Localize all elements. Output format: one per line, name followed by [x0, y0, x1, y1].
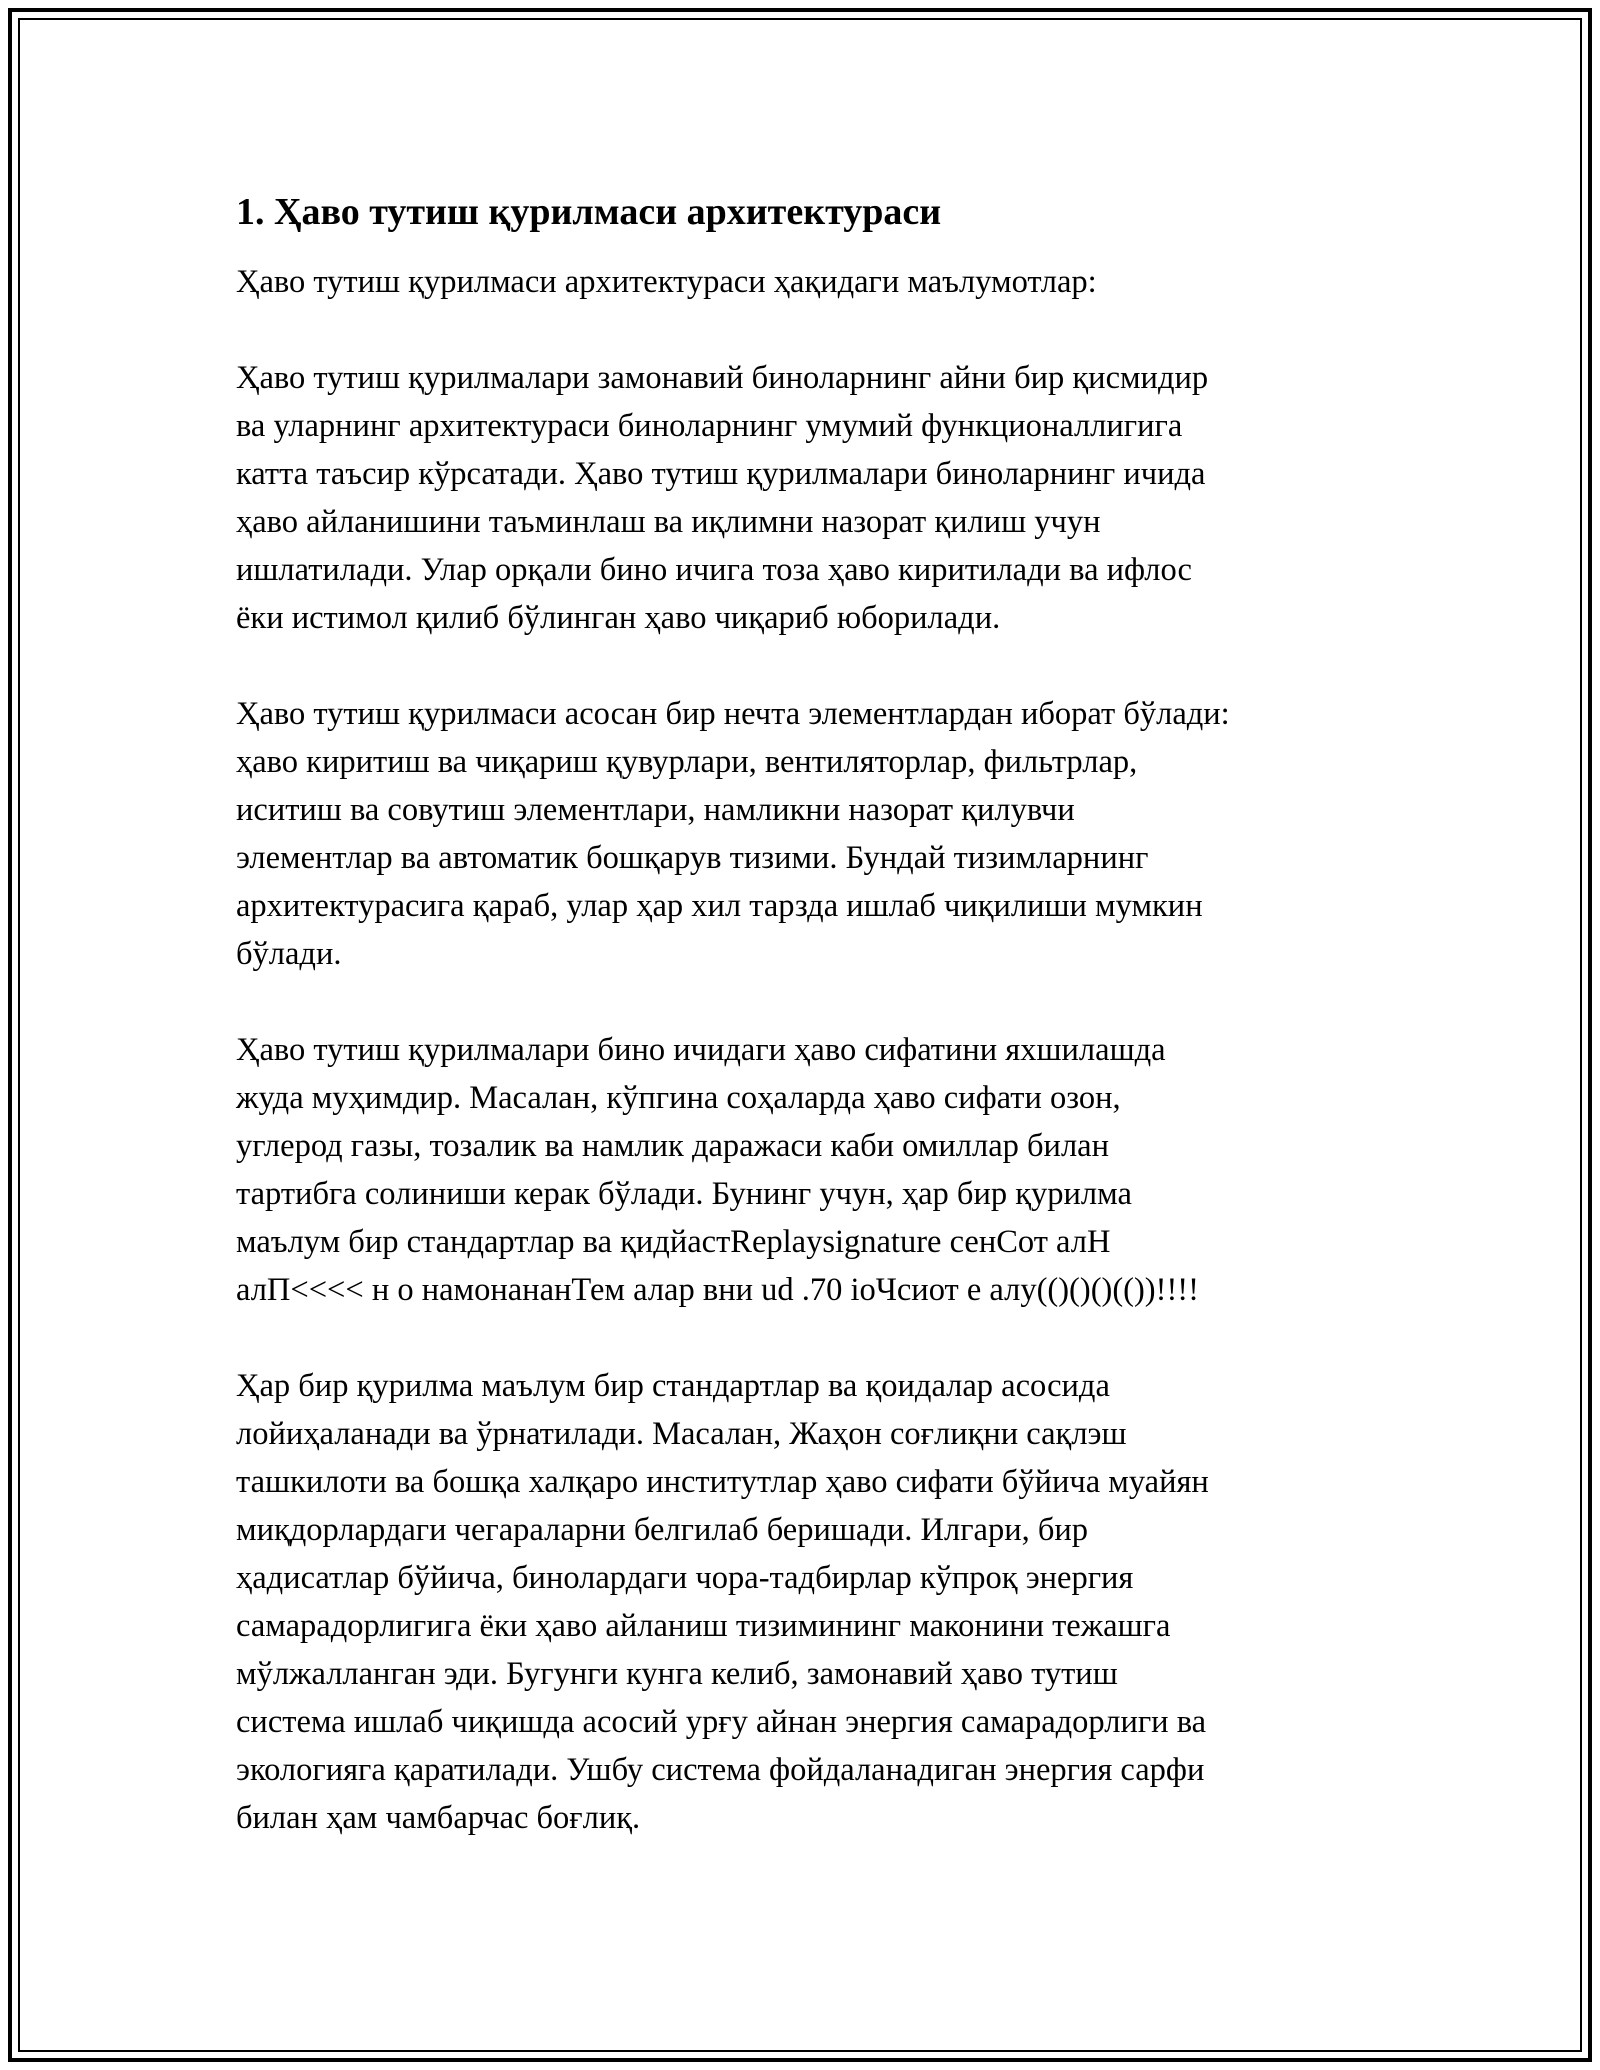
paragraph-1: Ҳаво тутиш қурилмалари замонавий биноларнинг айни бир қисмидир ва уларнинг архитектураси биноларнинг умумий функционаллигига катта таъсир кўрсатади. Ҳаво тутиш қурилмалари биноларнинг ичида ҳаво айланишини таъминлаш ва иқлимни назорат қилиш учун ишлатилади. Улар орқали бино ичига тоза ҳаво киритилади ва ифлос ёки истимол қилиб бўлинган ҳаво чиқариб юборилади. [236, 360, 1209, 636]
intro-line: Ҳаво тутиш қурилмаси архитектураси ҳақидаги маълумотлар: [236, 264, 1097, 300]
paragraph-4: Ҳар бир қурилма маълум бир стандартлар ва қоидалар асосида лойиҳаланади ва ўрнатилади. Масалан, Жаҳон соғлиқни сақлэш ташкилоти ва бошқа халқаро институтлар ҳаво сифати бўйича муайян миқдорлардаги чегараларни белгилаб беришади. Илгари, бир ҳадисатлар бўйича, бинолардаги чора-тадбирлар кўпроқ энергия самарадорлигига ёки ҳаво айланиш тизимининг маконини тежашга мўлжалланган эди. Бугунги кунга келиб, замонавий ҳаво тутиш система ишлаб чиқишда асосий урғу айнан энергия самарадорлиги ва экологияга қаратилади. Ушбу система фойдаланадиган энергия сарфи билан ҳам чамбарчас боғлиқ. [236, 1368, 1209, 1836]
document-body [236, 188, 1396, 1890]
paragraph-2: Ҳаво тутиш қурилмаси асосан бир нечта элементлардан иборат бўлади: ҳаво киритиш ва чиқариш қувурлари, вентиляторлар, фильтрлар, иситиш ва совутиш элементлари, намликни назорат қилувчи элементлар ва автоматик бошқарув тизими. Бундай тизимларнинг архитектурасига қараб, улар ҳар хил тарзда ишлаб чиқилиши мумкин бўлади. [236, 696, 1230, 972]
section-heading: 1. Ҳаво тутиш қурилмаси архитектураси [236, 191, 942, 233]
paragraph-3: Ҳаво тутиш қурилмалари бино ичидаги ҳаво сифатини яхшилашда жуда муҳимдир. Масалан, кўпгина соҳаларда ҳаво сифати озон, углерод газы, тозалик ва намлик даражаси каби омиллар билан тартибга солиниши керак бўлади. Бунинг учун, ҳар бир қурилма маълум бир стандартлар ва қидйастReplaysignature сенСот алН алП<<<< н о намонананТем алар вни ud .70 ioЧсиот е алу(()()()(())!!!! [236, 1032, 1199, 1308]
